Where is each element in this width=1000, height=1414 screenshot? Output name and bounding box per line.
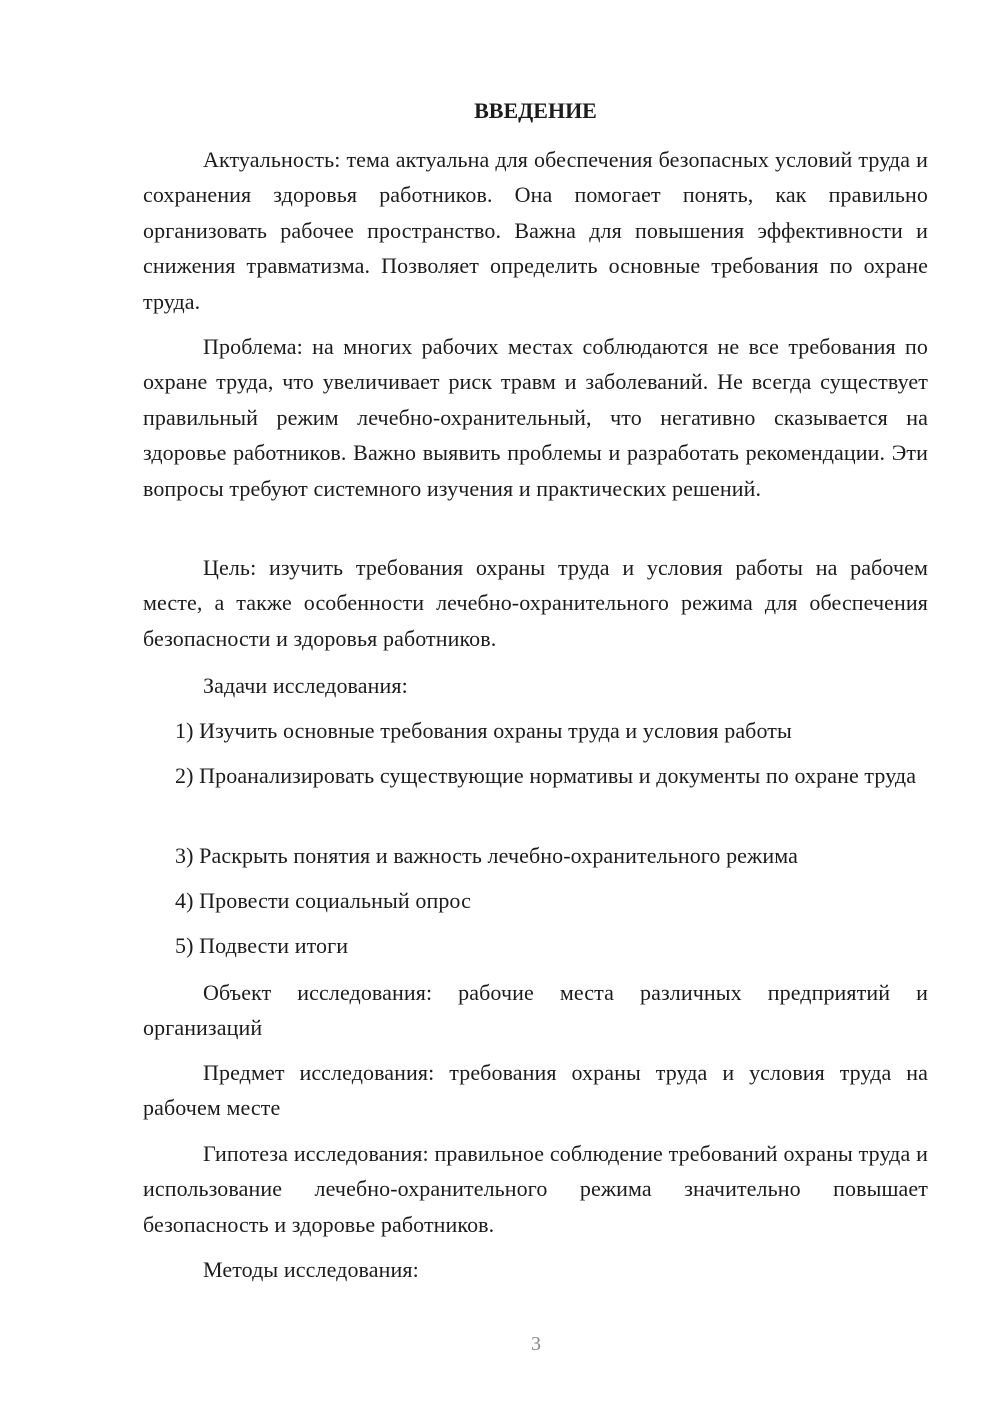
task-item-4: 4) Провести социальный опрос <box>175 888 471 913</box>
paragraph-problem: Проблема: на многих рабочих местах соблюдаются не все требования по охране труда, что увеличивает риск травм и заболеваний. Не всегда существует правильный режим лечебно-охранительный, что негативно сказывается на здоровье работников. Важно выявить проблемы и разработать рекомендации. Эти вопросы требуют системного изучения и практических решений. <box>143 334 928 501</box>
task-item-5: 5) Подвести итоги <box>175 933 349 958</box>
task-item-2: 2) Проанализировать существующие нормативы и документы по охране труда <box>175 763 917 788</box>
task-item-3: 3) Раскрыть понятия и важность лечебно-охранительного режима <box>175 843 798 868</box>
tasks-heading: Задачи исследования: <box>203 673 408 698</box>
paragraph-goal: Цель: изучить требования охраны труда и условия работы на рабочем месте, а также особенности лечебно-охранительного режима для обеспечения безопасности и здоровья работников. <box>143 555 928 651</box>
paragraph-hypothesis: Гипотеза исследования: правильное соблюдение требований охраны труда и использование лечебно-охранительного режима значительно повышает безопасность и здоровье работников. <box>143 1141 928 1237</box>
methods-heading: Методы исследования: <box>203 1257 419 1282</box>
page-number: 3 <box>531 1333 541 1355</box>
paragraph-relevance: Актуальность: тема актуальна для обеспечения безопасных условий труда и сохранения здоровья работников. Она помогает понять, как правильно организовать рабочее пространство. Важна для повышения эффективности и снижения травматизма. Позволяет определить основные требования по охране труда. <box>143 147 928 314</box>
paragraph-object: Объект исследования: рабочие места различных предприятий и организаций <box>143 980 928 1041</box>
paragraph-subject: Предмет исследования: требования охраны труда и условия труда на рабочем месте <box>143 1060 928 1121</box>
section-title: ВВЕДЕНИЕ <box>474 98 597 123</box>
task-item-1: 1) Изучить основные требования охраны труда и условия работы <box>175 718 792 743</box>
